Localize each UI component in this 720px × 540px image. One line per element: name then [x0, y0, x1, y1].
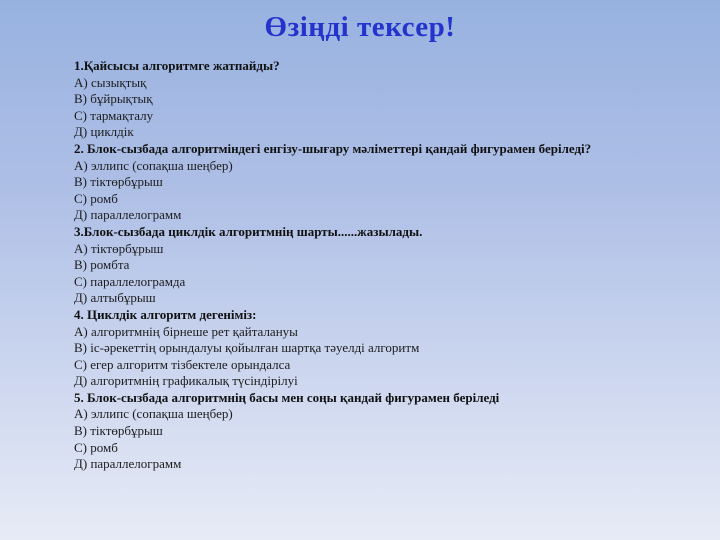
answer-option: С) параллелограмда — [74, 273, 186, 289]
slide-title: Өзіңді тексер! — [264, 11, 456, 43]
answer-option: А) эллипс (сопақша шеңбер) — [74, 406, 233, 422]
answer-option: А) алгоритмнің бірнеше рет қайталануы — [74, 323, 298, 339]
question-text: 2. Блок-сызбада алгоритміндегі енгізу-шығару мәліметтері қандай фигурамен беріледі? — [74, 140, 592, 156]
answer-option: А) эллипс (сопақша шеңбер) — [74, 157, 233, 173]
answer-option: А) тіктөрбұрыш — [74, 240, 164, 256]
answer-option: С) егер алгоритм тізбектеле орындалса — [74, 356, 291, 372]
answer-option: В) тіктөрбұрыш — [74, 174, 163, 190]
question-block — [74, 58, 700, 141]
answer-option: Д) параллелограмм — [74, 207, 182, 223]
question-text: 5. Блок-сызбада алгоритмнің басы мен соңы қандай фигурамен беріледі — [74, 389, 500, 405]
answer-option: А) сызықтық — [74, 74, 147, 90]
answer-option: Д) алгоритмнің графикалық түсіндірілуі — [74, 373, 298, 389]
answer-option: С) ромб — [74, 190, 118, 206]
answer-option: Д) циклдік — [74, 124, 134, 140]
answer-option: Д) алтыбұрыш — [74, 290, 156, 306]
answer-option: С) ромб — [74, 439, 118, 455]
answer-option: С) тармақталу — [74, 107, 154, 123]
quiz-content — [74, 58, 700, 473]
question-block — [74, 390, 700, 473]
question-block — [74, 307, 700, 390]
question-block — [74, 224, 700, 307]
answer-option: В) іс-әрекеттің орындалуы қойылған шартқа тәуелді алгоритм — [74, 340, 420, 356]
question-block — [74, 141, 700, 224]
answer-option: В) тіктөрбұрыш — [74, 423, 163, 439]
question-text: 1.Қайсысы алгоритмге жатпайды? — [74, 58, 280, 73]
answer-option: В) ромбта — [74, 257, 130, 273]
answer-option: В) бұйрықтық — [74, 91, 153, 107]
question-text: 3.Блок-сызбада циклдік алгоритмнің шарты......жазылады. — [74, 223, 423, 239]
answer-option: Д) параллелограмм — [74, 456, 182, 472]
question-text: 4. Циклдік алгоритм дегеніміз: — [74, 306, 257, 322]
